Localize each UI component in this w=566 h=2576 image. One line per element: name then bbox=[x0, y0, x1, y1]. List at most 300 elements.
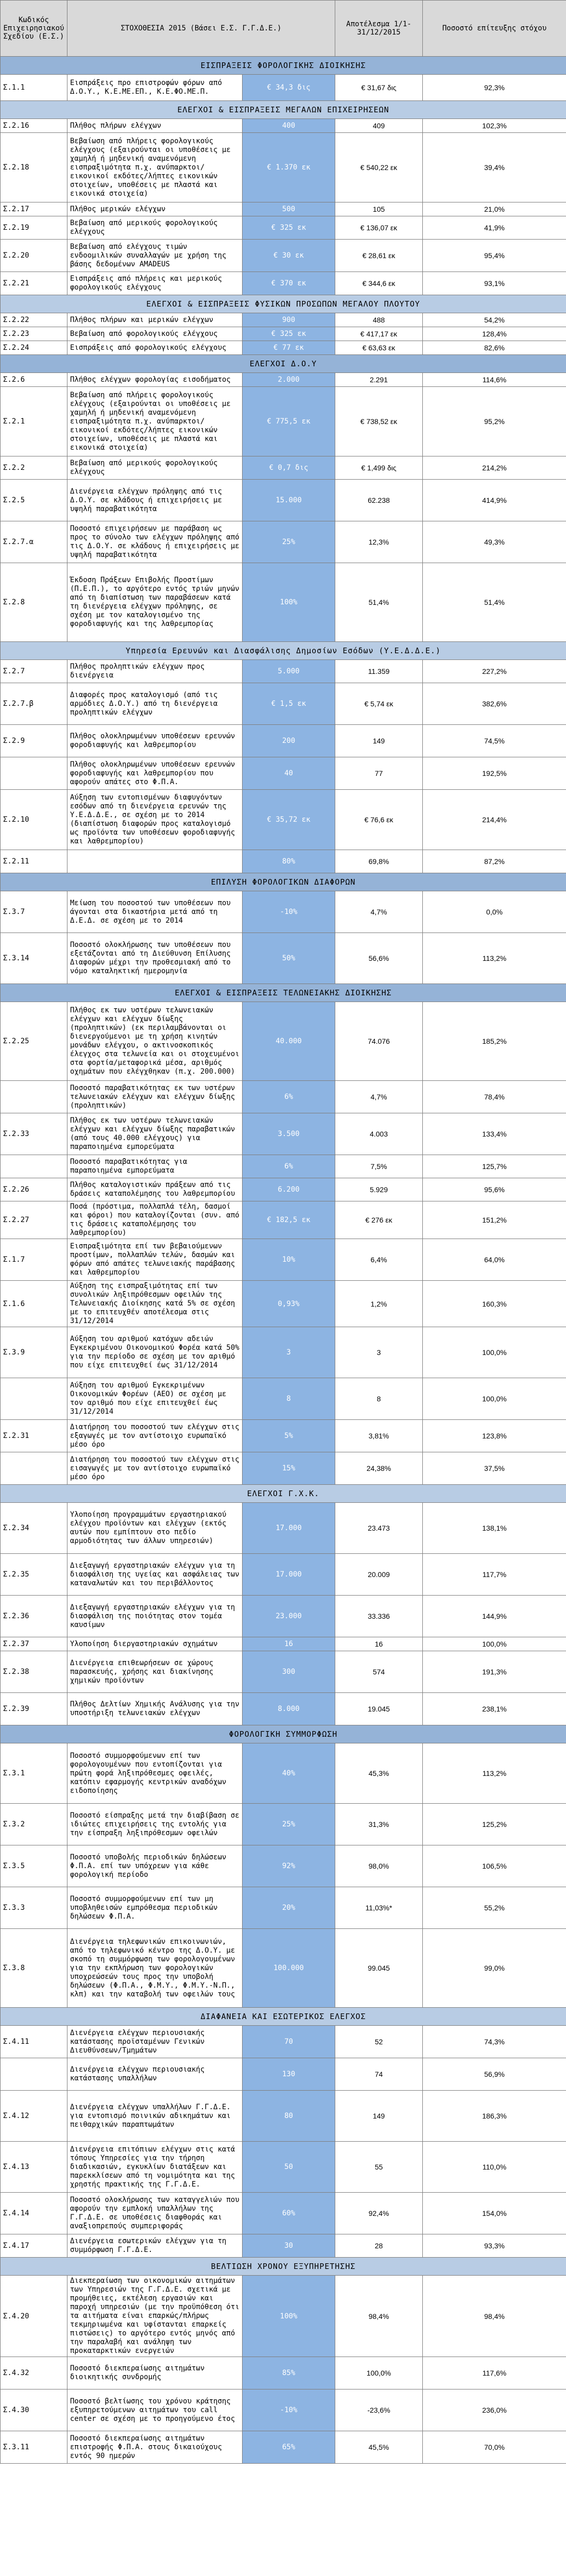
result-cell: 23.473 bbox=[335, 1503, 423, 1554]
table-row bbox=[1, 1845, 566, 1887]
percentage-cell: 144,9% bbox=[423, 1596, 566, 1637]
section-title: ΕΛΕΓΧΟΙ & ΕΙΣΠΡΑΞΕΙΣ ΦΥΣΙΚΩΝ ΠΡΟΣΩΠΩΝ ΜΕΓΑΛΟΥ ΠΛΟΥΤΟΥ bbox=[1, 295, 566, 313]
code-cell: Σ.4.11 bbox=[1, 2026, 67, 2058]
section-title: ΒΕΛΤΙΩΣΗ ΧΡΟΝΟΥ ΕΞΥΠΗΡΕΤΗΣΗΣ bbox=[1, 2258, 566, 2276]
code-cell: Σ.4.13 bbox=[1, 2142, 67, 2193]
table-row bbox=[1, 1281, 566, 1327]
table-row bbox=[1, 1929, 566, 2008]
percentage-cell: 138,1% bbox=[423, 1503, 566, 1554]
code-cell: Σ.2.27 bbox=[1, 1201, 67, 1239]
description-cell: Βεβαίωση από μερικούς φορολογικούς ελέγχους bbox=[67, 456, 243, 480]
table-row bbox=[1, 683, 566, 725]
percentage-cell: 186,3% bbox=[423, 2091, 566, 2142]
description-cell: Πλήθος μερικών ελέγχων bbox=[67, 202, 243, 216]
percentage-cell: 192,5% bbox=[423, 757, 566, 790]
table-row bbox=[1, 1420, 566, 1452]
code-cell: Σ.3.9 bbox=[1, 1327, 67, 1378]
table-row bbox=[1, 2276, 566, 2357]
description-cell: Διεκπεραίωση των οικονομικών αιτημάτων των Υπηρεσιών της Γ.Γ.Δ.Ε. σχετικά με προμήθειες, εκτέλεση εργασιών και παροχή υπηρεσιών (με την προϋπόθεση ότι τα αιτήματα είναι επαρκώς/πλήρως τεκμηριωμένα και υφίστανται επαρκείς πιστώσεις) το αργότερο εντός μηνός από την παραλαβή και ανάληψη των προκαταρκτικών ενεργειών bbox=[67, 2276, 243, 2357]
code-cell: Σ.1.7 bbox=[1, 1239, 67, 1281]
table-row bbox=[1, 2026, 566, 2058]
description-cell: Έκδοση Πράξεων Επιβολής Προστίμων (Π.Ε.Π.), το αργότερο εντός τριών μηνών από τη διαπίστωση των παραβάσεων κατά τη διενέργεια ελέγχων πρόληψης, σε σχέση με τον καταλογισμένο της φοροδιαφυγής και της λαθρεμπορίας bbox=[67, 563, 243, 642]
target-cell: 23.000 bbox=[243, 1596, 335, 1637]
target-cell: 2.000 bbox=[243, 373, 335, 387]
target-cell: 6% bbox=[243, 1155, 335, 1178]
table-row bbox=[1, 725, 566, 757]
code-cell: Σ.2.25 bbox=[1, 1002, 67, 1081]
result-cell: € 540,22 εκ bbox=[335, 133, 423, 202]
target-cell: 900 bbox=[243, 313, 335, 327]
target-cell: € 325 εκ bbox=[243, 216, 335, 240]
code-cell: Σ.2.37 bbox=[1, 1637, 67, 1651]
percentage-cell: 128,4% bbox=[423, 327, 566, 341]
result-cell: € 417,17 εκ bbox=[335, 327, 423, 341]
description-cell: Εισπράξεις από φορολογικούς ελέγχους bbox=[67, 341, 243, 355]
table-row bbox=[1, 1155, 566, 1178]
result-cell: 16 bbox=[335, 1637, 423, 1651]
table-row bbox=[1, 202, 566, 216]
result-cell: 51,4% bbox=[335, 563, 423, 642]
code-cell: Σ.4.30 bbox=[1, 2389, 67, 2431]
target-cell: 40 bbox=[243, 757, 335, 790]
target-cell: 50 bbox=[243, 2142, 335, 2193]
percentage-cell: 95,6% bbox=[423, 1178, 566, 1201]
code-cell: Σ.3.11 bbox=[1, 2431, 67, 2464]
percentage-cell: 227,2% bbox=[423, 660, 566, 683]
percentage-cell: 160,3% bbox=[423, 1281, 566, 1327]
section-header bbox=[1, 355, 566, 373]
percentage-cell: 106,5% bbox=[423, 1845, 566, 1887]
code-cell: Σ.2.17 bbox=[1, 202, 67, 216]
result-cell: 31,3% bbox=[335, 1804, 423, 1845]
percentage-cell: 74,5% bbox=[423, 725, 566, 757]
target-cell: € 34,3 δις bbox=[243, 75, 335, 101]
code-cell: Σ.2.38 bbox=[1, 1651, 67, 1693]
result-cell: 77 bbox=[335, 757, 423, 790]
target-cell: 15.000 bbox=[243, 480, 335, 521]
table-row bbox=[1, 521, 566, 563]
section-title: ΕΙΣΠΡΑΞΕΙΣ ΦΟΡΟΛΟΓΙΚΗΣ ΔΙΟΙΚΗΣΗΣ bbox=[1, 57, 566, 75]
result-cell: 2.291 bbox=[335, 373, 423, 387]
result-cell: 1,2% bbox=[335, 1281, 423, 1327]
section-title: ΦΟΡΟΛΟΓΙΚΗ ΣΥΜΜΟΡΦΩΣΗ bbox=[1, 1725, 566, 1743]
description-cell: Μείωση του ποσοστού των υποθέσεων που άγονται στα δικαστήρια μετά από τη Δ.Ε.Δ. σε σχέση με το 2014 bbox=[67, 891, 243, 933]
table-row bbox=[1, 1693, 566, 1725]
description-cell: Διενέργεια εσωτερικών ελέγχων για τη συμμόρφωση Γ.Γ.Δ.Ε. bbox=[67, 2234, 243, 2258]
percentage-cell: 37,5% bbox=[423, 1452, 566, 1485]
code-cell: Σ.4.32 bbox=[1, 2357, 67, 2389]
result-cell: 149 bbox=[335, 725, 423, 757]
result-cell: 11,03%* bbox=[335, 1887, 423, 1929]
target-cell: 6% bbox=[243, 1081, 335, 1113]
section-header bbox=[1, 984, 566, 1002]
percentage-cell: 100,0% bbox=[423, 1327, 566, 1378]
percentage-cell: 78,4% bbox=[423, 1081, 566, 1113]
percentage-cell: 41,9% bbox=[423, 216, 566, 240]
target-cell: 65% bbox=[243, 2431, 335, 2464]
percentage-cell: 185,2% bbox=[423, 1002, 566, 1081]
code-cell: Σ.3.5 bbox=[1, 1845, 67, 1887]
result-cell: 4,7% bbox=[335, 891, 423, 933]
section-header bbox=[1, 2008, 566, 2026]
target-cell: 8 bbox=[243, 1378, 335, 1420]
table-row bbox=[1, 2058, 566, 2091]
code-cell: Σ.2.19 bbox=[1, 216, 67, 240]
result-cell: € 5,74 εκ bbox=[335, 683, 423, 725]
table-row bbox=[1, 1651, 566, 1693]
table-row bbox=[1, 1804, 566, 1845]
percentage-cell: 125,2% bbox=[423, 1804, 566, 1845]
target-cell: 200 bbox=[243, 725, 335, 757]
description-cell: Ποσοστό συμμορφούμενων επί των μη υποβληθεισών εμπρόθεσμα περιοδικών δηλώσεων Φ.Π.Α. bbox=[67, 1887, 243, 1929]
description-cell: Υλοποίηση προγραμμάτων εργαστηριακού ελέγχου προϊόντων και ελέγχων (εκτός αυτών που εμπίπτουν στο πεδίο αρμοδιότητας των άλλων υπηρεσιών) bbox=[67, 1503, 243, 1554]
table-row bbox=[1, 933, 566, 984]
percentage-cell: 82,6% bbox=[423, 341, 566, 355]
target-cell: 70 bbox=[243, 2026, 335, 2058]
description-cell: Διεξαγωγή εργαστηριακών ελέγχων για τη διασφάλιση της ποιότητας στον τομέα καυσίμων bbox=[67, 1596, 243, 1637]
result-cell: 69,8% bbox=[335, 850, 423, 873]
section-header bbox=[1, 57, 566, 75]
description-cell: Διενέργεια ελέγχων περιουσιακής κατάστασης προϊσταμένων Γενικών Διευθύνσεων/Τμημάτων bbox=[67, 2026, 243, 2058]
percentage-cell: 100,0% bbox=[423, 1378, 566, 1420]
result-cell: 62.238 bbox=[335, 480, 423, 521]
percentage-cell: 93,3% bbox=[423, 2234, 566, 2258]
section-header bbox=[1, 295, 566, 313]
section-header bbox=[1, 101, 566, 119]
target-cell: 400 bbox=[243, 119, 335, 133]
section-title: ΕΛΕΓΧΟΙ & ΕΙΣΠΡΑΞΕΙΣ ΜΕΓΑΛΩΝ ΕΠΙΧΕΙΡΗΣΕΩΝ bbox=[1, 101, 566, 119]
table-row bbox=[1, 387, 566, 456]
target-cell: 3 bbox=[243, 1327, 335, 1378]
result-cell: 574 bbox=[335, 1651, 423, 1693]
code-cell bbox=[1, 1155, 67, 1178]
result-cell: 28 bbox=[335, 2234, 423, 2258]
code-cell: Σ.2.22 bbox=[1, 313, 67, 327]
target-cell: 0,93% bbox=[243, 1281, 335, 1327]
section-header bbox=[1, 1485, 566, 1503]
description-cell: Διενέργεια επιθεωρήσεων σε χώρους παρασκευής, χρήσης και διακίνησης χημικών προϊόντων bbox=[67, 1651, 243, 1693]
code-cell: Σ.2.21 bbox=[1, 272, 67, 295]
table-row bbox=[1, 1887, 566, 1929]
target-cell: 50% bbox=[243, 933, 335, 984]
code-cell: Σ.4.20 bbox=[1, 2276, 67, 2357]
code-cell: Σ.2.5 bbox=[1, 480, 67, 521]
target-cell: 80% bbox=[243, 850, 335, 873]
code-cell: Σ.4.12 bbox=[1, 2091, 67, 2142]
table-row bbox=[1, 119, 566, 133]
description-cell bbox=[67, 850, 243, 873]
code-cell: Σ.3.14 bbox=[1, 933, 67, 984]
table-body bbox=[1, 57, 566, 2464]
description-cell: Διενέργεια τηλεφωνικών επικοινωνιών, από το τηλεφωνικό κέντρο της Δ.Ο.Υ. με σκοπό τη συμμόρφωση των φορολογουμένων για την εκπλήρωση των φορολογικών υποχρεώσεών τους προς την υποβολή δηλώσεων (Φ.Π.Α., Φ.Μ.Υ., Φ.Μ.Υ.-Ν.Π., κλπ) και την καταβολή των οφειλών τους bbox=[67, 1929, 243, 2008]
section-title: ΕΛΕΓΧΟΙ Γ.Χ.Κ. bbox=[1, 1485, 566, 1503]
code-cell: Σ.3.2 bbox=[1, 1804, 67, 1845]
percentage-cell: 214,4% bbox=[423, 790, 566, 850]
code-cell: Σ.3.3 bbox=[1, 1887, 67, 1929]
code-cell: Σ.2.20 bbox=[1, 240, 67, 272]
percentage-cell: 51,4% bbox=[423, 563, 566, 642]
table-row bbox=[1, 75, 566, 101]
percentage-cell: 100,0% bbox=[423, 1637, 566, 1651]
table-row bbox=[1, 1327, 566, 1378]
description-cell: Διενέργεια ελέγχων υπαλλήλων Γ.Γ.Δ.Ε. για εντοπισμό ποινικών αδικημάτων και πειθαρχικών παραπτωμάτων bbox=[67, 2091, 243, 2142]
percentage-cell: 110,0% bbox=[423, 2142, 566, 2193]
code-cell bbox=[1, 1081, 67, 1113]
header-target: ΣΤΟΧΟΘΕΣΙΑ 2015 (Βάσει Ε.Σ. Γ.Γ.Δ.Ε.) bbox=[67, 1, 335, 57]
target-cell: 6.200 bbox=[243, 1178, 335, 1201]
table-row bbox=[1, 891, 566, 933]
code-cell: Σ.2.34 bbox=[1, 1503, 67, 1554]
header-code: Κωδικός Επιχειρησιακού Σχεδίου (Ε.Σ.) bbox=[1, 1, 67, 57]
description-cell: Ποσοστό είσπραξης μετά την διαβίβαση σε ιδιώτες επιχειρήσεις της εντολής για την είσπραξη ληξιπρόθεσμων οφειλών bbox=[67, 1804, 243, 1845]
result-cell: 7,5% bbox=[335, 1155, 423, 1178]
description-cell: Διεξαγωγή εργαστηριακών ελέγχων για τη διασφάλιση της υγείας και ασφάλειας των καταναλωτών και του περιβάλλοντος bbox=[67, 1554, 243, 1596]
code-cell: Σ.2.9 bbox=[1, 725, 67, 757]
table-row bbox=[1, 1201, 566, 1239]
description-cell: Πλήθος εκ των υστέρων τελωνειακών ελέγχων και ελέγχων δίωξης (προληπτικών) (εκ περιλαμβάνονται οι διενεργούμενοι με τη χρήση κινητών μονάδων ελέγχου, ο ακτινοσκοπικός έλεγχος στα τελωνεία και οι στοχευμένοι στα φορτία/μεταφορικά μέσα, αριθμός οχημάτων που ελέγχθηκαν (π.χ. 200.000) bbox=[67, 1002, 243, 1081]
result-cell: 105 bbox=[335, 202, 423, 216]
code-cell: Σ.2.10 bbox=[1, 790, 67, 850]
code-cell: Σ.2.8 bbox=[1, 563, 67, 642]
result-cell: 99.045 bbox=[335, 1929, 423, 2008]
code-cell: Σ.3.8 bbox=[1, 1929, 67, 2008]
target-cell: 3.500 bbox=[243, 1113, 335, 1155]
target-cell: 500 bbox=[243, 202, 335, 216]
percentage-cell: 214,2% bbox=[423, 456, 566, 480]
table-row bbox=[1, 1503, 566, 1554]
target-cell: 20% bbox=[243, 1887, 335, 1929]
percentage-cell: 414,9% bbox=[423, 480, 566, 521]
target-cell: 80 bbox=[243, 2091, 335, 2142]
section-header bbox=[1, 642, 566, 660]
description-cell: Αύξηση της εισπραξιμότητας επί των συνολικών ληξιπρόθεσμων οφειλών της Τελωνειακής Διοίκησης κατά 5% σε σχέση με το επιτευχθέν αποτέλεσμα στις 31/12/2014 bbox=[67, 1281, 243, 1327]
percentage-cell: 133,4% bbox=[423, 1113, 566, 1155]
percentage-cell: 382,6% bbox=[423, 683, 566, 725]
result-cell: 6,4% bbox=[335, 1239, 423, 1281]
target-cell: € 35,72 εκ bbox=[243, 790, 335, 850]
section-title: ΔΙΑΦΑΝΕΙΑ ΚΑΙ ΕΣΩΤΕΡΙΚΟΣ ΕΛΕΓΧΟΣ bbox=[1, 2008, 566, 2026]
percentage-cell: 238,1% bbox=[423, 1693, 566, 1725]
code-cell: Σ.1.6 bbox=[1, 1281, 67, 1327]
result-cell: 92,4% bbox=[335, 2193, 423, 2234]
description-cell: Διαφορές προς καταλογισμό (από τις αρμόδιες Δ.Ο.Υ.) από τη διενέργεια προληπτικών ελέγχων bbox=[67, 683, 243, 725]
target-cell: € 1.370 εκ bbox=[243, 133, 335, 202]
target-cell: € 77 εκ bbox=[243, 341, 335, 355]
table-row bbox=[1, 2193, 566, 2234]
description-cell: Ποσοστό παραβατικότητας για παραποιημένα εμπορεύματα bbox=[67, 1155, 243, 1178]
target-cell: 40% bbox=[243, 1743, 335, 1804]
table-row bbox=[1, 341, 566, 355]
table-row bbox=[1, 272, 566, 295]
description-cell: Πλήθος ελέγχων φορολογίας εισοδήματος bbox=[67, 373, 243, 387]
result-cell: 4.003 bbox=[335, 1113, 423, 1155]
percentage-cell: 117,6% bbox=[423, 2357, 566, 2389]
target-cell: 16 bbox=[243, 1637, 335, 1651]
section-title: ΕΠΙΛΥΣΗ ΦΟΡΟΛΟΓΙΚΩΝ ΔΙΑΦΟΡΩΝ bbox=[1, 873, 566, 891]
section-title: ΕΛΕΓΧΟΙ & ΕΙΣΠΡΑΞΕΙΣ ΤΕΛΩΝΕΙΑΚΗΣ ΔΙΟΙΚΗΣΗΣ bbox=[1, 984, 566, 1002]
description-cell: Πλήθος πλήρων ελέγχων bbox=[67, 119, 243, 133]
target-cell: € 1,5 εκ bbox=[243, 683, 335, 725]
target-cell: 5% bbox=[243, 1420, 335, 1452]
result-cell: 98,0% bbox=[335, 1845, 423, 1887]
description-cell: Αύξηση του αριθμού Εγκεκριμένων Οικονομικών Φορέων (ΑΕΟ) σε σχέση με τον αριθμό που είχε επιτευχθεί έως 31/12/2014 bbox=[67, 1378, 243, 1420]
description-cell: Βεβαίωση από φορολογικούς ελέγχους bbox=[67, 327, 243, 341]
result-cell: € 63,63 εκ bbox=[335, 341, 423, 355]
code-cell: Σ.2.33 bbox=[1, 1113, 67, 1155]
percentage-cell: 99,0% bbox=[423, 1929, 566, 2008]
description-cell: Διενέργεια ελέγχων περιουσιακής κατάστασης υπαλλήλων bbox=[67, 2058, 243, 2091]
result-cell: 488 bbox=[335, 313, 423, 327]
percentage-cell: 113,2% bbox=[423, 1743, 566, 1804]
description-cell: Πλήθος ολοκληρωμένων υποθέσεων ερευνών φοροδιαφυγής και λαθρεμπορίου bbox=[67, 725, 243, 757]
target-cell: 17.000 bbox=[243, 1554, 335, 1596]
table-row bbox=[1, 240, 566, 272]
target-cell: 130 bbox=[243, 2058, 335, 2091]
percentage-cell: 113,2% bbox=[423, 933, 566, 984]
description-cell: Ποσοστό συμμορφούμενων επί των φορολογουμένων που εντοπίζονται για πρώτη φορά ληξιπρόθεσμες οφειλές, κατόπιν εφαρμογής κεντρικών αναδόχων ειδοποίησης bbox=[67, 1743, 243, 1804]
table-row bbox=[1, 1113, 566, 1155]
description-cell: Εισπραξιμότητα επί των βεβαιούμενων προστίμων, πολλαπλών τελών, δασμών και φόρων από απάτες τελωνειακής παράβασης και λαθρεμπορίου bbox=[67, 1239, 243, 1281]
section-header bbox=[1, 1725, 566, 1743]
result-cell: 3,81% bbox=[335, 1420, 423, 1452]
description-cell: Ποσοστό ολοκλήρωσης των καταγγελιών που αφορούν την εμπλοκή υπαλλήλων της Γ.Γ.Δ.Ε. σε υποθέσεις διαφθοράς και αναξιοπρεπούς συμπεριφοράς bbox=[67, 2193, 243, 2234]
table-row bbox=[1, 1743, 566, 1804]
table-row bbox=[1, 2234, 566, 2258]
table-row bbox=[1, 1637, 566, 1651]
code-cell: Σ.2.2 bbox=[1, 456, 67, 480]
table-row bbox=[1, 1178, 566, 1201]
code-cell: Σ.2.39 bbox=[1, 1693, 67, 1725]
result-cell: 74 bbox=[335, 2058, 423, 2091]
result-cell: € 31,67 δις bbox=[335, 75, 423, 101]
code-cell: Σ.2.35 bbox=[1, 1554, 67, 1596]
result-cell: 5.929 bbox=[335, 1178, 423, 1201]
percentage-cell: 151,2% bbox=[423, 1201, 566, 1239]
code-cell: Σ.2.7.α bbox=[1, 521, 67, 563]
code-cell bbox=[1, 757, 67, 790]
description-cell: Διατήρηση του ποσοστού των ελέγχων στις εξαγωγές με τον αντίστοιχο ευρωπαϊκό μέσο όρο bbox=[67, 1420, 243, 1452]
table-row bbox=[1, 660, 566, 683]
result-cell: 33.336 bbox=[335, 1596, 423, 1637]
target-cell: 92% bbox=[243, 1845, 335, 1887]
percentage-cell: 21,0% bbox=[423, 202, 566, 216]
description-cell: Ποσοστό επιχειρήσεων με παράβαση ως προς το σύνολο των ελέγχων πρόληψης από τις Δ.Ο.Υ. σε κλάδους ή επιχειρήσεις με υψηλή παραβατικότητα bbox=[67, 521, 243, 563]
percentage-cell: 74,3% bbox=[423, 2026, 566, 2058]
result-cell: 45,3% bbox=[335, 1743, 423, 1804]
code-cell: Σ.2.36 bbox=[1, 1596, 67, 1637]
percentage-cell: 87,2% bbox=[423, 850, 566, 873]
result-cell: € 1,499 δις bbox=[335, 456, 423, 480]
result-cell: 149 bbox=[335, 2091, 423, 2142]
table-row bbox=[1, 1239, 566, 1281]
target-cell: € 182,5 εκ bbox=[243, 1201, 335, 1239]
code-cell: Σ.3.1 bbox=[1, 1743, 67, 1804]
description-cell: Ποσοστό διεκπεραίωσης αιτημάτων επιστροφής Φ.Π.Α. στους δικαιούχους εντός 90 ημερών bbox=[67, 2431, 243, 2464]
table-row bbox=[1, 1081, 566, 1113]
description-cell: Πλήθος ολοκληρωμένων υποθέσεων ερευνών φοροδιαφυγής και λαθρεμπορίου που αφορούν απάτες στο Φ.Π.Α. bbox=[67, 757, 243, 790]
result-cell: 100,0% bbox=[335, 2357, 423, 2389]
target-cell: 5.000 bbox=[243, 660, 335, 683]
percentage-cell: 191,3% bbox=[423, 1651, 566, 1693]
description-cell: Βεβαίωση από μερικούς φορολογικούς ελέγχους bbox=[67, 216, 243, 240]
percentage-cell: 54,2% bbox=[423, 313, 566, 327]
percentage-cell: 64,0% bbox=[423, 1239, 566, 1281]
code-cell bbox=[1, 1378, 67, 1420]
result-cell: 45,5% bbox=[335, 2431, 423, 2464]
percentage-cell: 154,0% bbox=[423, 2193, 566, 2234]
section-title: ΕΛΕΓΧΟΙ Δ.Ο.Υ bbox=[1, 355, 566, 373]
code-cell: Σ.3.7 bbox=[1, 891, 67, 933]
section-header bbox=[1, 873, 566, 891]
table-row bbox=[1, 1002, 566, 1081]
code-cell: Σ.4.14 bbox=[1, 2193, 67, 2234]
target-cell: 100.000 bbox=[243, 1929, 335, 2008]
code-cell: Σ.4.17 bbox=[1, 2234, 67, 2258]
description-cell: Αύξηση των εντοπισμένων διαφυγόντων εσόδων από τη διενέργεια ερευνών της Υ.Ε.Δ.Δ.Ε., σε σχέση με το 2014 (διαπίστωση διαφορών προς καταλογισμό ως προϊόντα των υποθέσεων φοροδιαφυγής και λαθρεμπορίου) bbox=[67, 790, 243, 850]
result-cell: € 136,07 εκ bbox=[335, 216, 423, 240]
result-cell: 20.009 bbox=[335, 1554, 423, 1596]
table-row bbox=[1, 456, 566, 480]
percentage-cell: 236,0% bbox=[423, 2389, 566, 2431]
code-cell: Σ.2.26 bbox=[1, 1178, 67, 1201]
description-cell: Διενέργεια ελέγχων πρόληψης από τις Δ.Ο.Υ. σε κλάδους ή επιχειρήσεις με υψηλή παραβατικότητα bbox=[67, 480, 243, 521]
target-cell: 10% bbox=[243, 1239, 335, 1281]
table-row bbox=[1, 1596, 566, 1637]
header-result: Αποτέλεσμα 1/1-31/12/2015 bbox=[335, 1, 423, 57]
description-cell: Πλήθος εκ των υστέρων τελωνειακών ελέγχων και ελέγχων δίωξης παραβατικών (από τους 40.000 ελέγχους) για παραποιημένα εμπορεύματα bbox=[67, 1113, 243, 1155]
result-cell: 56,6% bbox=[335, 933, 423, 984]
description-cell: Πλήθος καταλογιστικών πράξεων από τις δράσεις καταπολέμησης του λαθρεμπορίου bbox=[67, 1178, 243, 1201]
table-row bbox=[1, 216, 566, 240]
table-row bbox=[1, 790, 566, 850]
percentage-cell: 49,3% bbox=[423, 521, 566, 563]
code-cell: Σ.2.18 bbox=[1, 133, 67, 202]
section-title: Υπηρεσία Ερευνών και Διασφάλισης Δημοσίων Εσόδων (Υ.Ε.Δ.Δ.Ε.) bbox=[1, 642, 566, 660]
code-cell: Σ.2.6 bbox=[1, 373, 67, 387]
target-cell: € 775,5 εκ bbox=[243, 387, 335, 456]
target-cell: -10% bbox=[243, 2389, 335, 2431]
table-row bbox=[1, 757, 566, 790]
percentage-cell: 92,3% bbox=[423, 75, 566, 101]
result-cell: € 738,52 εκ bbox=[335, 387, 423, 456]
description-cell: Διενέργεια επιτόπιων ελέγχων στις κατά τόπους Υπηρεσίες για την τήρηση διαδικασιών, εγκυκλίων διατάξεων και παρεκκλίσεων από τη νομιμότητα και της χρηστής πρακτικής της Γ.Γ.Δ.Ε. bbox=[67, 2142, 243, 2193]
percentage-cell: 95,4% bbox=[423, 240, 566, 272]
percentage-cell: 95,2% bbox=[423, 387, 566, 456]
description-cell: Υλοποίηση διεργαστηριακών σχημάτων bbox=[67, 1637, 243, 1651]
description-cell: Πλήθος Δελτίων Χημικής Ανάλυσης για την υποστήριξη τελωνειακών ελέγχων bbox=[67, 1693, 243, 1725]
result-cell: € 344,6 εκ bbox=[335, 272, 423, 295]
target-cell: 100% bbox=[243, 2276, 335, 2357]
target-cell: 60% bbox=[243, 2193, 335, 2234]
code-cell: Σ.2.7.β bbox=[1, 683, 67, 725]
table-row bbox=[1, 2142, 566, 2193]
code-cell: Σ.2.11 bbox=[1, 850, 67, 873]
table-row bbox=[1, 327, 566, 341]
target-cell: € 0,7 δις bbox=[243, 456, 335, 480]
percentage-cell: 102,3% bbox=[423, 119, 566, 133]
description-cell: Διατήρηση του ποσοστού των ελέγχων στις εισαγωγές με τον αντίστοιχο ευρωπαϊκό μέσο όρο bbox=[67, 1452, 243, 1485]
target-cell: 15% bbox=[243, 1452, 335, 1485]
code-cell: Σ.2.7 bbox=[1, 660, 67, 683]
description-cell: Ποσοστό υποβολής περιοδικών δηλώσεων Φ.Π.Α. επί των υπόχρεων για κάθε φορολογική περίοδο bbox=[67, 1845, 243, 1887]
result-cell: € 276 εκ bbox=[335, 1201, 423, 1239]
result-cell: 4,7% bbox=[335, 1081, 423, 1113]
code-cell bbox=[1, 1452, 67, 1485]
code-cell: Σ.2.1 bbox=[1, 387, 67, 456]
header-row bbox=[1, 1, 566, 57]
result-cell: 11.359 bbox=[335, 660, 423, 683]
table-row bbox=[1, 563, 566, 642]
